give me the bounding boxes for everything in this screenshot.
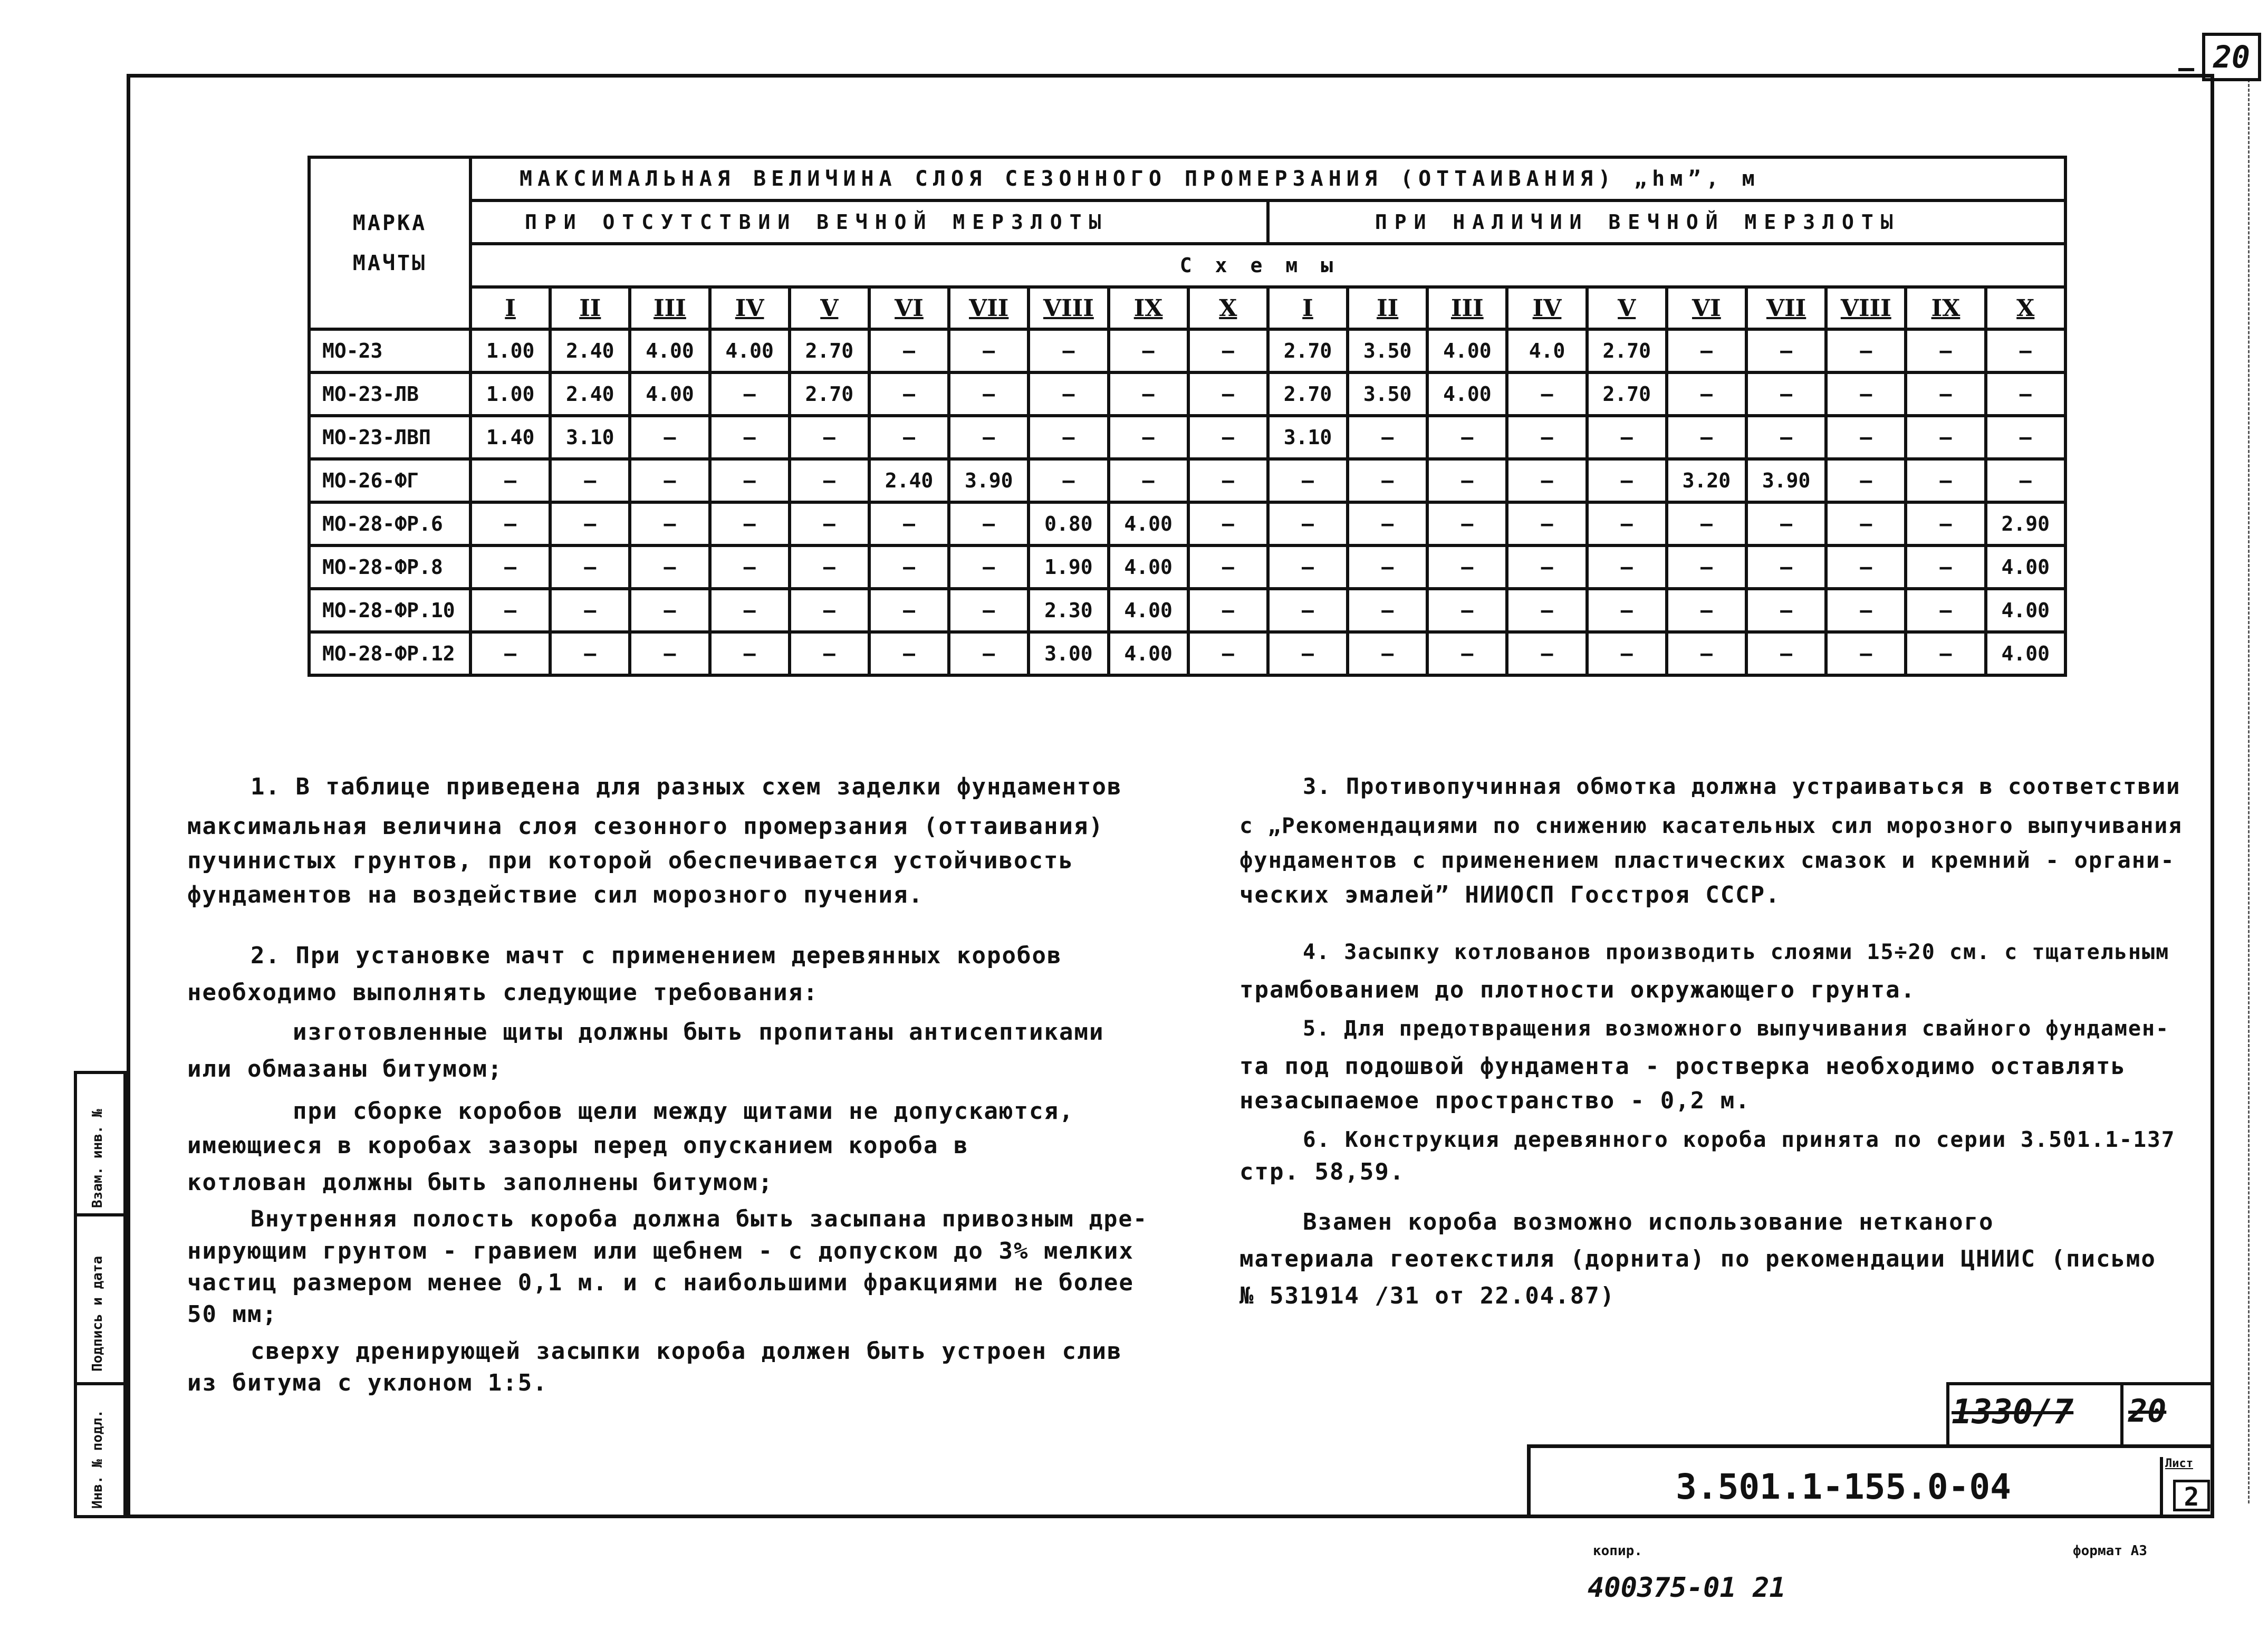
- table-cell: 4.00: [1109, 589, 1188, 632]
- strip-original-inv: Инв. № подл.: [90, 1410, 105, 1509]
- table-cell: —: [1587, 416, 1667, 459]
- table-cell: —: [1348, 589, 1427, 632]
- scheme-no-permafrost-3: III: [630, 287, 709, 329]
- table-cell: —: [949, 416, 1029, 459]
- mast-mark: МО-28-ФР.12: [309, 632, 470, 675]
- table-cell: —: [1109, 372, 1188, 416]
- table-cell: 2.40: [869, 459, 949, 502]
- table-cell: 4.00: [1427, 372, 1507, 416]
- table-cell: —: [869, 502, 949, 545]
- table-cell: —: [630, 545, 709, 589]
- note-line: 2. При установке мачт с применением деревянных коробов: [251, 942, 1062, 969]
- note-line: при сборке коробов щели между щитами не допускаются,: [293, 1098, 1074, 1125]
- table-cell: 1.00: [470, 329, 550, 372]
- table-cell: —: [1826, 372, 1906, 416]
- table-cell: —: [1906, 416, 1985, 459]
- table-cell: —: [1507, 459, 1587, 502]
- table-cell: —: [710, 459, 790, 502]
- table-cell: —: [1906, 632, 1985, 675]
- dash-mark: –: [2178, 53, 2195, 83]
- table-cell: —: [630, 502, 709, 545]
- note-line: незасыпаемое пространство - 0,2 м.: [1239, 1087, 1751, 1114]
- mast-mark: МО-23: [309, 329, 470, 372]
- table-cell: —: [550, 632, 630, 675]
- note-line: № 531914 /31 от 22.04.87): [1239, 1282, 1616, 1309]
- table-cell: —: [1029, 372, 1108, 416]
- strip-divider: [74, 1382, 127, 1385]
- table-cell: —: [1746, 589, 1826, 632]
- table-cell: —: [1587, 459, 1667, 502]
- table-row: [309, 502, 2065, 545]
- scheme-permafrost-5: V: [1587, 287, 1667, 329]
- table-cell: —: [1906, 329, 1985, 372]
- note-line: с „Рекомендациями по снижению касательных сил морозного выпучивания: [1239, 813, 2183, 838]
- table-cell: —: [1667, 329, 1746, 372]
- table-row: [309, 589, 2065, 632]
- mast-mark: МО-28-ФР.10: [309, 589, 470, 632]
- table-cell: —: [1268, 502, 1348, 545]
- table-cell: 4.00: [1986, 632, 2065, 675]
- table-cell: —: [1348, 502, 1427, 545]
- table-cell: —: [1427, 589, 1507, 632]
- table-cell: 4.00: [1986, 545, 2065, 589]
- table-cell: —: [1667, 545, 1746, 589]
- table-cell: —: [1348, 632, 1427, 675]
- table-cell: —: [710, 416, 790, 459]
- table-cell: —: [1826, 329, 1906, 372]
- strip-divider: [74, 1213, 127, 1216]
- table-cell: —: [1667, 632, 1746, 675]
- table-cell: —: [1188, 372, 1268, 416]
- table-cell: —: [1188, 502, 1268, 545]
- table-cell: —: [1109, 416, 1188, 459]
- table-cell: —: [1188, 545, 1268, 589]
- scheme-permafrost-6: VI: [1667, 287, 1746, 329]
- note-line: та под подошвой фундамента - ростверка необходимо оставлять: [1239, 1053, 2126, 1080]
- table-cell: —: [869, 632, 949, 675]
- table-cell: —: [1188, 416, 1268, 459]
- table-cell: —: [1826, 502, 1906, 545]
- scheme-permafrost-3: III: [1427, 287, 1507, 329]
- mast-mark: МО-28-ФР.8: [309, 545, 470, 589]
- note-line: изготовленные щиты должны быть пропитаны антисептиками: [293, 1019, 1104, 1046]
- table-cell: —: [1986, 459, 2065, 502]
- note-line: материала геотекстиля (дорнита) по рекомендации ЦНИИС (письмо: [1239, 1245, 2156, 1272]
- table-cell: 2.30: [1029, 589, 1108, 632]
- table-cell: —: [790, 545, 869, 589]
- table-row: [309, 372, 2065, 416]
- table-cell: —: [1906, 502, 1985, 545]
- scheme-no-permafrost-8: VIII: [1029, 287, 1108, 329]
- table-cell: —: [1986, 416, 2065, 459]
- scheme-permafrost-4: IV: [1507, 287, 1587, 329]
- note-line: Внутренняя полость короба должна быть засыпана привозным дре-: [251, 1206, 1148, 1232]
- table-cell: —: [1587, 632, 1667, 675]
- table-cell: —: [869, 589, 949, 632]
- note-line: частиц размером менее 0,1 м. и с наибольшими фракциями не более: [187, 1269, 1134, 1296]
- table-cell: —: [1826, 459, 1906, 502]
- table-cell: 2.70: [1587, 372, 1667, 416]
- table-cell: —: [470, 545, 550, 589]
- table-cell: —: [470, 589, 550, 632]
- table-cell: —: [470, 459, 550, 502]
- binding-edge: [2248, 79, 2257, 1503]
- table-cell: 1.40: [470, 416, 550, 459]
- note-line: фундаментов с применением пластических смазок и кремний - органи-: [1239, 847, 2175, 873]
- table-cell: —: [869, 372, 949, 416]
- table-cell: —: [869, 329, 949, 372]
- note-line: 6. Конструкция деревянного короба принята по серии 3.501.1-137: [1303, 1127, 2176, 1152]
- table-cell: —: [1507, 372, 1587, 416]
- table-cell: —: [1507, 632, 1587, 675]
- table-cell: —: [1348, 416, 1427, 459]
- table-cell: —: [1826, 632, 1906, 675]
- table-cell: —: [1427, 632, 1507, 675]
- table-cell: —: [470, 632, 550, 675]
- table-cell: —: [1906, 372, 1985, 416]
- mast-mark: МО-23-ЛВ: [309, 372, 470, 416]
- header-permafrost: ПРИ НАЛИЧИИ ВЕЧНОЙ МЕРЗЛОТЫ: [1268, 200, 2065, 244]
- table-cell: —: [1746, 372, 1826, 416]
- table-cell: —: [1029, 416, 1108, 459]
- table-cell: —: [470, 502, 550, 545]
- table-cell: —: [1587, 589, 1667, 632]
- table-cell: —: [949, 632, 1029, 675]
- scheme-no-permafrost-6: VI: [869, 287, 949, 329]
- table-cell: 4.0: [1507, 329, 1587, 372]
- archive-reference: 400375-01 21: [1588, 1572, 1786, 1604]
- note-line: 3. Противопучинная обмотка должна устраиваться в соответствии: [1303, 773, 2181, 799]
- scheme-permafrost-10: X: [1986, 287, 2065, 329]
- scheme-no-permafrost-4: IV: [710, 287, 790, 329]
- note-line: трамбованием до плотности окружающего грунта.: [1239, 976, 1916, 1003]
- scheme-no-permafrost-2: II: [550, 287, 630, 329]
- table-cell: —: [949, 589, 1029, 632]
- table-cell: —: [710, 589, 790, 632]
- table-cell: 3.50: [1348, 329, 1427, 372]
- table-cell: 3.90: [949, 459, 1029, 502]
- table-cell: —: [1188, 589, 1268, 632]
- scheme-no-permafrost-1: I: [470, 287, 550, 329]
- table-cell: —: [1188, 632, 1268, 675]
- note-line: стр. 58,59.: [1239, 1158, 1405, 1185]
- note-line: 5. Для предотвращения возможного выпучивания свайного фундамен-: [1303, 1017, 2170, 1041]
- table-cell: —: [949, 545, 1029, 589]
- table-row: [309, 416, 2065, 459]
- header-main: МАКСИМАЛЬНАЯ ВЕЛИЧИНА СЛОЯ СЕЗОННОГО ПРОМЕРЗАНИЯ (ОТТАИВАНИЯ) „hм”, м: [470, 157, 2065, 200]
- table-cell: —: [1746, 416, 1826, 459]
- table-cell: 4.00: [1109, 545, 1188, 589]
- header-schemes: Схемы: [470, 244, 2065, 287]
- table-cell: —: [630, 416, 709, 459]
- note-line: фундаментов на воздействие сил морозного пучения.: [187, 881, 924, 908]
- table-cell: —: [550, 545, 630, 589]
- table-cell: —: [1507, 589, 1587, 632]
- stamp-divider: [2120, 1382, 2123, 1444]
- table-cell: —: [1507, 502, 1587, 545]
- table-cell: —: [1746, 502, 1826, 545]
- note-line: имеющиеся в коробах зазоры перед опусканием короба в: [187, 1132, 969, 1159]
- table-cell: —: [1587, 545, 1667, 589]
- table-cell: 2.90: [1986, 502, 2065, 545]
- table-cell: 2.70: [790, 372, 869, 416]
- table-cell: —: [1826, 545, 1906, 589]
- header-no-permafrost: ПРИ ОТСУТСТВИИ ВЕЧНОЙ МЕРЗЛОТЫ: [470, 200, 1268, 244]
- table-cell: —: [710, 372, 790, 416]
- table-cell: 2.70: [1587, 329, 1667, 372]
- table-cell: 2.40: [550, 329, 630, 372]
- strip-signature-date: Подпись и дата: [90, 1256, 105, 1372]
- sheet-label: Лист: [2165, 1457, 2193, 1470]
- table-cell: 0.80: [1029, 502, 1108, 545]
- table-cell: —: [1667, 372, 1746, 416]
- table-cell: —: [1667, 416, 1746, 459]
- table-cell: —: [1427, 459, 1507, 502]
- table-cell: —: [1667, 589, 1746, 632]
- table-cell: —: [869, 416, 949, 459]
- table-cell: 3.00: [1029, 632, 1108, 675]
- scheme-permafrost-9: IX: [1906, 287, 1985, 329]
- inventory-number: 1330/7: [1952, 1393, 2074, 1432]
- scheme-numbers-row: [309, 287, 2065, 329]
- table-cell: 1.00: [470, 372, 550, 416]
- table-cell: —: [1986, 372, 2065, 416]
- table-cell: 4.00: [1109, 632, 1188, 675]
- note-line: пучинистых грунтов, при которой обеспечивается устойчивость: [187, 847, 1074, 874]
- table-row: [309, 329, 2065, 372]
- table-cell: —: [1507, 545, 1587, 589]
- mast-mark: МО-28-ФР.6: [309, 502, 470, 545]
- note-line: нирующим грунтом - гравием или щебнем - с допуском до 3% мелких: [187, 1238, 1134, 1264]
- mast-mark: МО-23-ЛВП: [309, 416, 470, 459]
- table-cell: —: [790, 589, 869, 632]
- table-cell: —: [1746, 545, 1826, 589]
- table-cell: —: [1427, 502, 1507, 545]
- document-code: 3.501.1-155.0-04: [1676, 1467, 2011, 1507]
- table-row: [309, 459, 2065, 502]
- scheme-permafrost-8: VIII: [1826, 287, 1906, 329]
- note-line: 4. Засыпку котлованов производить слоями 15÷20 см. с тщательным: [1303, 940, 2170, 964]
- table-cell: —: [1268, 545, 1348, 589]
- table-cell: 4.00: [630, 329, 709, 372]
- table-cell: —: [630, 632, 709, 675]
- note-line: 50 мм;: [187, 1301, 277, 1328]
- table-cell: —: [1348, 459, 1427, 502]
- table-cell: —: [1029, 459, 1108, 502]
- stamp-number: 20: [2128, 1393, 2167, 1430]
- table-cell: 4.00: [630, 372, 709, 416]
- table-cell: —: [1188, 329, 1268, 372]
- table-cell: —: [710, 545, 790, 589]
- table-cell: —: [790, 632, 869, 675]
- table-cell: —: [1746, 632, 1826, 675]
- note-line: максимальная величина слоя сезонного промерзания (оттаивания): [187, 813, 1104, 840]
- table-cell: —: [1826, 416, 1906, 459]
- table-cell: 2.70: [1268, 329, 1348, 372]
- scheme-no-permafrost-9: IX: [1109, 287, 1188, 329]
- table-cell: —: [949, 372, 1029, 416]
- note-line: Взамен короба возможно использование нетканого: [1303, 1209, 1994, 1235]
- copied-by-label: копир.: [1593, 1543, 1642, 1559]
- freezing-depth-table: [307, 156, 2067, 677]
- table-cell: 3.20: [1667, 459, 1746, 502]
- note-line: из битума с уклоном 1:5.: [187, 1369, 548, 1396]
- table-cell: —: [1826, 589, 1906, 632]
- table-cell: —: [1507, 416, 1587, 459]
- table-cell: 3.90: [1746, 459, 1826, 502]
- table-cell: —: [710, 632, 790, 675]
- table-cell: —: [1667, 502, 1746, 545]
- table-cell: —: [1906, 589, 1985, 632]
- strip-replace-inv: Взам. инв. №: [90, 1109, 105, 1208]
- table-cell: —: [790, 459, 869, 502]
- note-line: сверху дренирующей засыпки короба должен быть устроен слив: [251, 1338, 1122, 1365]
- note-line: необходимо выполнять следующие требования:: [187, 979, 819, 1006]
- table-cell: —: [1906, 459, 1985, 502]
- table-cell: —: [630, 589, 709, 632]
- table-cell: —: [1029, 329, 1108, 372]
- table-cell: —: [790, 502, 869, 545]
- table-cell: —: [550, 502, 630, 545]
- mark-header: МАРКА МАЧТЫ: [309, 157, 470, 329]
- table-cell: 4.00: [1986, 589, 2065, 632]
- scheme-permafrost-2: II: [1348, 287, 1427, 329]
- scheme-no-permafrost-7: VII: [949, 287, 1029, 329]
- note-line: котлован должны быть заполнены битумом;: [187, 1169, 774, 1196]
- table-cell: —: [710, 502, 790, 545]
- table-row: [309, 545, 2065, 589]
- table-cell: 2.70: [1268, 372, 1348, 416]
- table-cell: —: [949, 329, 1029, 372]
- table-cell: 3.10: [550, 416, 630, 459]
- table-cell: —: [1427, 545, 1507, 589]
- page-number: 20: [2202, 33, 2261, 81]
- table-cell: —: [869, 545, 949, 589]
- table-cell: —: [1109, 459, 1188, 502]
- table-cell: 3.50: [1348, 372, 1427, 416]
- sheet-number: 2: [2173, 1480, 2210, 1511]
- table-cell: 4.00: [1109, 502, 1188, 545]
- table-cell: —: [630, 459, 709, 502]
- table-cell: 2.40: [550, 372, 630, 416]
- scheme-permafrost-1: I: [1268, 287, 1348, 329]
- scheme-no-permafrost-10: X: [1188, 287, 1268, 329]
- table-cell: —: [1109, 329, 1188, 372]
- table-cell: —: [1986, 329, 2065, 372]
- note-line: ческих эмалей” НИИОСП Госстроя СССР.: [1239, 881, 1781, 908]
- table-cell: —: [1268, 589, 1348, 632]
- table-cell: —: [1746, 329, 1826, 372]
- table-cell: —: [550, 589, 630, 632]
- table-cell: —: [790, 416, 869, 459]
- mast-mark: МО-26-ФГ: [309, 459, 470, 502]
- note-line: 1. В таблице приведена для разных схем заделки фундаментов: [251, 773, 1122, 800]
- table-cell: 4.00: [1427, 329, 1507, 372]
- scheme-permafrost-7: VII: [1746, 287, 1826, 329]
- note-line: или обмазаны битумом;: [187, 1056, 503, 1082]
- table-cell: —: [949, 502, 1029, 545]
- table-cell: —: [1188, 459, 1268, 502]
- table-cell: 2.70: [790, 329, 869, 372]
- table-cell: —: [1268, 459, 1348, 502]
- table-cell: —: [1348, 545, 1427, 589]
- table-cell: —: [1587, 502, 1667, 545]
- table-cell: 4.00: [710, 329, 790, 372]
- table-cell: 3.10: [1268, 416, 1348, 459]
- table-cell: —: [1268, 632, 1348, 675]
- table-cell: —: [1427, 416, 1507, 459]
- table-cell: 1.90: [1029, 545, 1108, 589]
- scheme-no-permafrost-5: V: [790, 287, 869, 329]
- table-cell: —: [1906, 545, 1985, 589]
- format-label: формат А3: [2073, 1543, 2147, 1559]
- table-cell: —: [550, 459, 630, 502]
- table-row: [309, 632, 2065, 675]
